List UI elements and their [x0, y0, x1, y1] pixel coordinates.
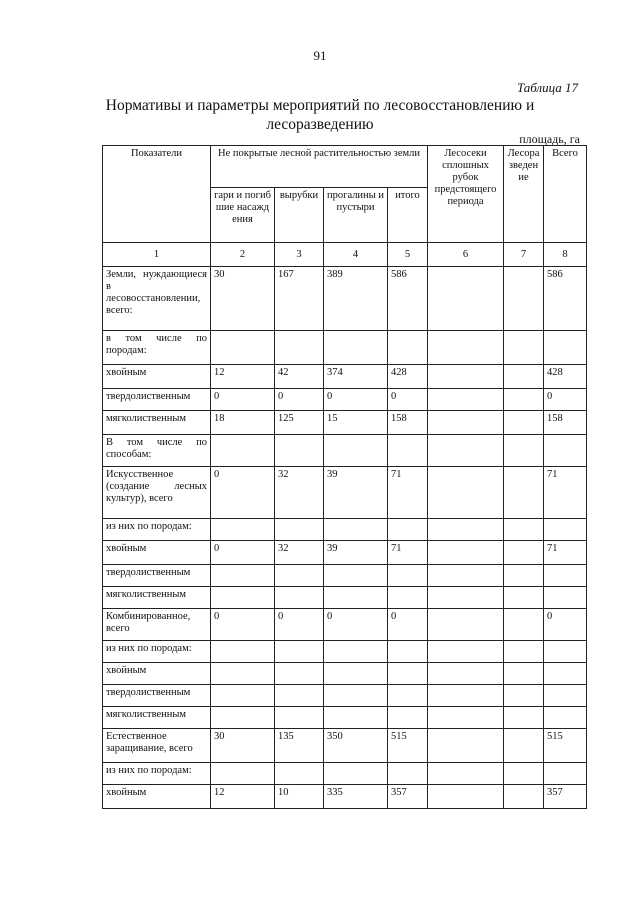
- table-cell: [428, 707, 504, 729]
- table-cell: [428, 331, 504, 365]
- table-cell: 125: [275, 411, 324, 435]
- table-cell: 158: [388, 411, 428, 435]
- table-cell: [504, 331, 544, 365]
- table-cell: 42: [275, 365, 324, 389]
- table-cell: [504, 663, 544, 685]
- table-cell: [324, 587, 388, 609]
- table-cell: [428, 785, 504, 809]
- table-cell: 0: [211, 467, 275, 519]
- col-number: 5: [388, 243, 428, 267]
- table-row: [103, 609, 587, 641]
- table-cell: 32: [275, 467, 324, 519]
- table-cell: [428, 435, 504, 467]
- table-cell: 30: [211, 267, 275, 331]
- table-cell: [275, 641, 324, 663]
- table-cell: [275, 707, 324, 729]
- table-cell: 586: [544, 267, 587, 331]
- table-cell: [504, 411, 544, 435]
- table-cell: 0: [544, 609, 587, 641]
- table-row: [103, 707, 587, 729]
- table-cell: [544, 663, 587, 685]
- table-cell: 15: [324, 411, 388, 435]
- table-cell: [211, 435, 275, 467]
- table-row: [103, 435, 587, 467]
- row-label: хвойным: [103, 785, 211, 809]
- table-cell: [211, 587, 275, 609]
- table-cell: [504, 609, 544, 641]
- table-cell: 158: [544, 411, 587, 435]
- table-cell: [544, 435, 587, 467]
- table-row: [103, 331, 587, 365]
- table-cell: [324, 331, 388, 365]
- table-cell: 71: [544, 541, 587, 565]
- table-cell: [388, 565, 428, 587]
- row-label: из них по породам:: [103, 641, 211, 663]
- table-cell: 0: [211, 541, 275, 565]
- table-cell: [504, 389, 544, 411]
- table-cell: 335: [324, 785, 388, 809]
- table-cell: [504, 541, 544, 565]
- table-cell: [275, 587, 324, 609]
- table-cell: 515: [388, 729, 428, 763]
- col-number: 6: [428, 243, 504, 267]
- table-body: [103, 267, 587, 809]
- header-total: Всего: [544, 146, 587, 243]
- table-cell: [428, 519, 504, 541]
- row-label: хвойным: [103, 663, 211, 685]
- table-row: [103, 763, 587, 785]
- table-cell: 18: [211, 411, 275, 435]
- table-cell: [504, 365, 544, 389]
- table-cell: [275, 435, 324, 467]
- row-label: мягколиственным: [103, 411, 211, 435]
- table-cell: 0: [211, 389, 275, 411]
- row-label: из них по породам:: [103, 519, 211, 541]
- row-label: мягколиственным: [103, 707, 211, 729]
- table-cell: [504, 685, 544, 707]
- table-cell: [324, 707, 388, 729]
- table-cell: 428: [388, 365, 428, 389]
- table-cell: 0: [275, 609, 324, 641]
- table-cell: [428, 587, 504, 609]
- row-label: хвойным: [103, 541, 211, 565]
- table-row: [103, 729, 587, 763]
- table-cell: [388, 685, 428, 707]
- table-cell: 71: [544, 467, 587, 519]
- table-cell: [428, 411, 504, 435]
- table-cell: [275, 763, 324, 785]
- table-cell: [324, 763, 388, 785]
- table-row: [103, 541, 587, 565]
- table-cell: [504, 519, 544, 541]
- row-label: твердолиственным: [103, 389, 211, 411]
- header-cuttings: вырубки: [275, 188, 324, 243]
- row-label: хвойным: [103, 365, 211, 389]
- table-cell: 0: [275, 389, 324, 411]
- table-cell: 167: [275, 267, 324, 331]
- table-cell: [324, 519, 388, 541]
- table-cell: [211, 763, 275, 785]
- unit-label: площадь, га: [519, 132, 580, 146]
- table-cell: [504, 435, 544, 467]
- col-number: 8: [544, 243, 587, 267]
- table-cell: [428, 267, 504, 331]
- table-row: [103, 685, 587, 707]
- table-row: [103, 663, 587, 685]
- row-label: Естественное заращивание, всего: [103, 729, 211, 763]
- table-cell: [544, 685, 587, 707]
- table-cell: 135: [275, 729, 324, 763]
- table-cell: 350: [324, 729, 388, 763]
- table-cell: [428, 365, 504, 389]
- col-number: 2: [211, 243, 275, 267]
- table-cell: [388, 435, 428, 467]
- table-cell: 0: [388, 389, 428, 411]
- table-cell: 357: [544, 785, 587, 809]
- table-cell: [504, 785, 544, 809]
- row-label: в том числе по породам:: [103, 331, 211, 365]
- table-cell: [428, 763, 504, 785]
- table-cell: [544, 707, 587, 729]
- table-cell: 389: [324, 267, 388, 331]
- table-cell: [211, 565, 275, 587]
- data-table: [102, 145, 587, 809]
- table-cell: [428, 467, 504, 519]
- table-cell: [324, 663, 388, 685]
- table-cell: [544, 641, 587, 663]
- table-row: [103, 389, 587, 411]
- table-cell: [504, 763, 544, 785]
- row-label: твердолиственным: [103, 565, 211, 587]
- table-cell: 0: [544, 389, 587, 411]
- table-cell: [504, 707, 544, 729]
- header-glades: прогалины и пустыри: [324, 188, 388, 243]
- table-cell: [211, 641, 275, 663]
- table-cell: [544, 331, 587, 365]
- col-number: 3: [275, 243, 324, 267]
- table-cell: 0: [388, 609, 428, 641]
- table-cell: [428, 729, 504, 763]
- column-number-row: [103, 243, 587, 267]
- table-row: [103, 785, 587, 809]
- table-row: [103, 641, 587, 663]
- table-cell: [428, 663, 504, 685]
- table-cell: [388, 663, 428, 685]
- table-cell: [324, 685, 388, 707]
- table-cell: 32: [275, 541, 324, 565]
- row-label: Искусственное (создание лесных культур), всего: [103, 467, 211, 519]
- table-row: [103, 267, 587, 331]
- table-cell: 39: [324, 467, 388, 519]
- table-row: [103, 565, 587, 587]
- table-cell: [388, 331, 428, 365]
- col-number: 4: [324, 243, 388, 267]
- table-cell: 12: [211, 785, 275, 809]
- table-cell: [211, 519, 275, 541]
- row-label: из них по породам:: [103, 763, 211, 785]
- table-cell: [428, 541, 504, 565]
- header-indicators: Показатели: [103, 146, 211, 243]
- table-cell: [544, 763, 587, 785]
- table-cell: [428, 565, 504, 587]
- table-row: [103, 587, 587, 609]
- table-cell: 0: [324, 609, 388, 641]
- table-cell: [544, 565, 587, 587]
- row-label: В том числе по способам:: [103, 435, 211, 467]
- row-label: Земли, нуждающиеся в лесовосстановлении, всего:: [103, 267, 211, 331]
- page-number: 91: [313, 48, 327, 63]
- table-cell: [275, 331, 324, 365]
- table-cell: 374: [324, 365, 388, 389]
- table-cell: [324, 641, 388, 663]
- table-cell: 71: [388, 541, 428, 565]
- table-cell: [388, 641, 428, 663]
- header-clearcut: Лесосеки сплошных рубок предстоящего периода: [428, 146, 504, 243]
- table-cell: [504, 565, 544, 587]
- table-cell: [504, 267, 544, 331]
- table-cell: [544, 587, 587, 609]
- table-cell: [275, 685, 324, 707]
- table-cell: 515: [544, 729, 587, 763]
- col-number: 7: [504, 243, 544, 267]
- table-cell: 30: [211, 729, 275, 763]
- table-cell: 586: [388, 267, 428, 331]
- header-row-1: [103, 146, 587, 188]
- table-title: Нормативы и параметры мероприятий по лесовосстановлению и лесоразведению: [105, 97, 535, 133]
- table-number: Таблица 17: [516, 80, 578, 95]
- table-cell: [428, 641, 504, 663]
- table-cell: [275, 663, 324, 685]
- header-afforestation: Лесоразведение: [504, 146, 544, 243]
- table-cell: [388, 519, 428, 541]
- table-cell: [504, 729, 544, 763]
- table-cell: [211, 663, 275, 685]
- table-row: [103, 411, 587, 435]
- header-burned: гари и погибшие насаждения: [211, 188, 275, 243]
- table-cell: [504, 467, 544, 519]
- table-cell: [275, 565, 324, 587]
- table-cell: [428, 609, 504, 641]
- table-cell: 10: [275, 785, 324, 809]
- table-row: [103, 519, 587, 541]
- header-total-sub: итого: [388, 188, 428, 243]
- table-cell: 357: [388, 785, 428, 809]
- table-cell: [388, 763, 428, 785]
- table-cell: 0: [211, 609, 275, 641]
- row-label: твердолиственным: [103, 685, 211, 707]
- table-cell: [324, 435, 388, 467]
- header-not-covered: Не покрытые лесной растительностью земли: [211, 146, 428, 188]
- table-cell: [428, 389, 504, 411]
- table-cell: [388, 587, 428, 609]
- table-cell: 428: [544, 365, 587, 389]
- table-cell: [504, 641, 544, 663]
- table-cell: [211, 707, 275, 729]
- table-row: [103, 365, 587, 389]
- table-cell: [275, 519, 324, 541]
- table-cell: [211, 685, 275, 707]
- table-cell: [544, 519, 587, 541]
- table-cell: [211, 331, 275, 365]
- row-label: Комбинированное, всего: [103, 609, 211, 641]
- table-cell: [388, 707, 428, 729]
- table-cell: 12: [211, 365, 275, 389]
- table-cell: 39: [324, 541, 388, 565]
- row-label: мягколиственным: [103, 587, 211, 609]
- table-cell: 71: [388, 467, 428, 519]
- table-cell: 0: [324, 389, 388, 411]
- table-row: [103, 467, 587, 519]
- table-cell: [504, 587, 544, 609]
- col-number: 1: [103, 243, 211, 267]
- table-cell: [324, 565, 388, 587]
- table-cell: [428, 685, 504, 707]
